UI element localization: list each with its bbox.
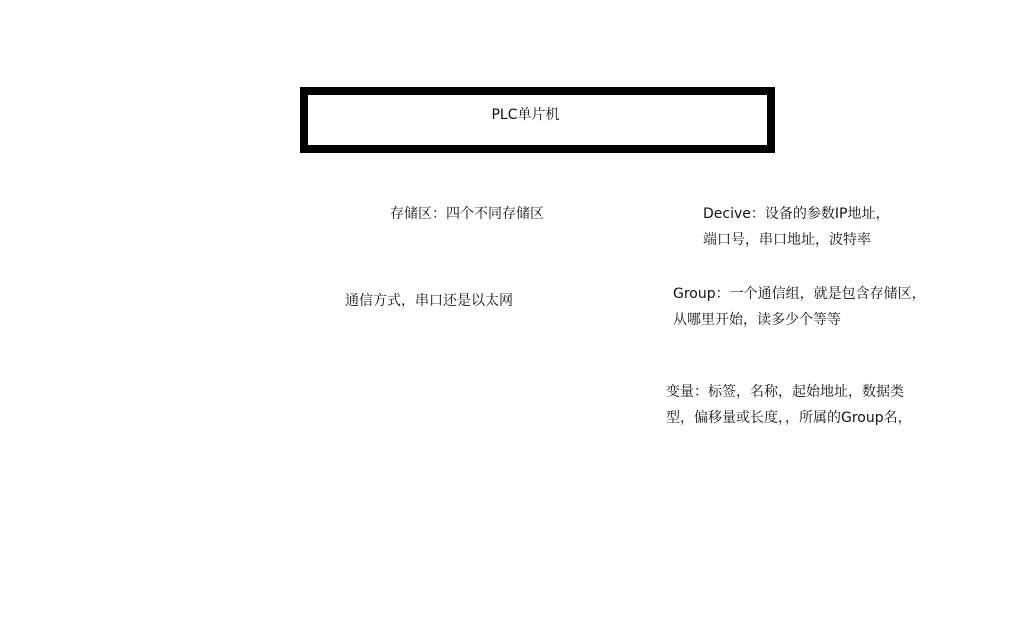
plc-box [300, 87, 775, 153]
device-note-line1: Decive：设备的参数IP地址， [703, 206, 890, 222]
device-note [703, 201, 889, 253]
plc-box-title: PLC单片机 [491, 107, 560, 123]
group-note-line2: 从哪里开始，读多少个等等 [673, 312, 841, 328]
device-note-line2: 端口号，串口地址，波特率 [703, 232, 871, 248]
group-note-line1: Group：一个通信组，就是包含存储区， [673, 286, 926, 302]
communication-note-text: 通信方式，串口还是以太网 [345, 293, 513, 309]
communication-note [345, 288, 513, 314]
variable-note-line1: 变量：标签，名称，起始地址，数据类 [666, 384, 904, 400]
group-note [673, 281, 926, 333]
storage-note-text: 存储区：四个不同存储区 [390, 206, 544, 222]
storage-note [390, 201, 544, 227]
variable-note [666, 379, 912, 431]
variable-note-line2: 型，偏移量或长度，，所属的Group名， [666, 410, 912, 426]
